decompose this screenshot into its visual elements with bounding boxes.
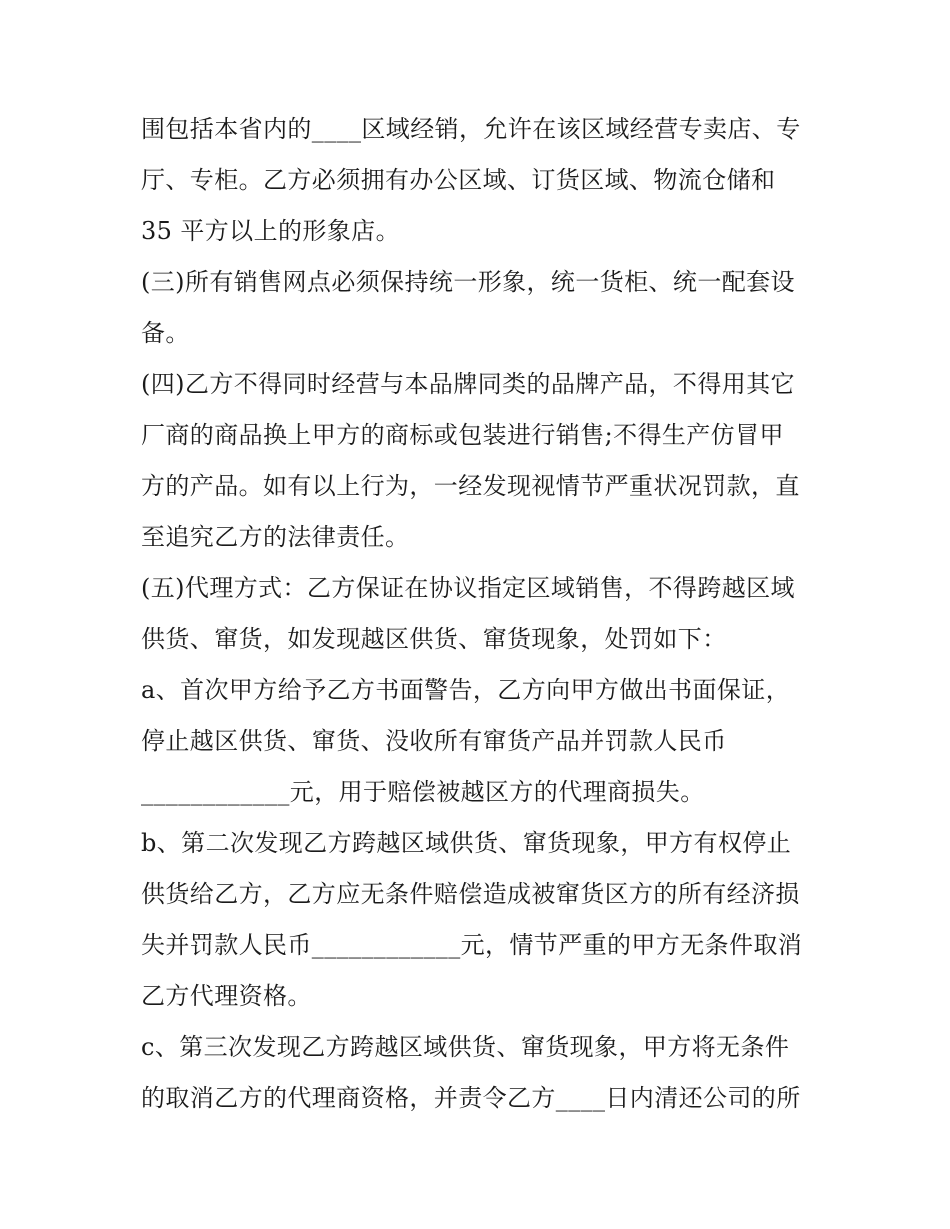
text-line: 乙方代理资格。 xyxy=(141,982,312,1010)
text-line: 供货、窜货，如发现越区供货、窜货现象，处罚如下： xyxy=(141,625,727,653)
text-line: 厅、专柜。乙方必须拥有办公区域、订货区域、物流仓储和 xyxy=(141,166,776,194)
text-line: b、第二次发现乙方跨越区域供货、窜货现象，甲方有权停止 xyxy=(141,829,792,857)
text-line: 失并罚款人民币____________元，情节严重的甲方无条件取消 xyxy=(141,931,803,959)
text-line: 35 平方以上的形象店。 xyxy=(141,217,400,245)
text-line: 备。 xyxy=(141,319,190,347)
text-line: 围包括本省内的____区域经销，允许在该区域经营专卖店、专 xyxy=(141,115,801,143)
text-line: 停止越区供货、窜货、没收所有窜货产品并罚款人民币 xyxy=(141,727,727,755)
text-line: c、第三次发现乙方跨越区域供货、窜货现象，甲方将无条件 xyxy=(141,1033,790,1061)
document-body xyxy=(141,104,821,1124)
text-line: 厂商的商品换上甲方的商标或包装进行销售;不得生产仿冒甲 xyxy=(141,421,784,449)
text-line: 供货给乙方，乙方应无条件赔偿造成被窜货区方的所有经济损 xyxy=(141,880,800,908)
text-line: (五)代理方式：乙方保证在协议指定区域销售，不得跨越区域 xyxy=(141,574,795,602)
text-line: ____________元，用于赔偿被越区方的代理商损失。 xyxy=(141,778,705,806)
text-line: (三)所有销售网点必须保持统一形象，统一货柜、统一配套设 xyxy=(141,268,795,296)
text-line: 方的产品。如有以上行为，一经发现视情节严重状况罚款，直 xyxy=(141,472,800,500)
text-line: a、首次甲方给予乙方书面警告，乙方向甲方做出书面保证， xyxy=(141,676,791,704)
text-line: (四)乙方不得同时经营与本品牌同类的品牌产品，不得用其它 xyxy=(141,370,795,398)
text-line: 至追究乙方的法律责任。 xyxy=(141,523,410,551)
text-line: 的取消乙方的代理商资格，并责令乙方____日内清还公司的所 xyxy=(141,1084,801,1112)
